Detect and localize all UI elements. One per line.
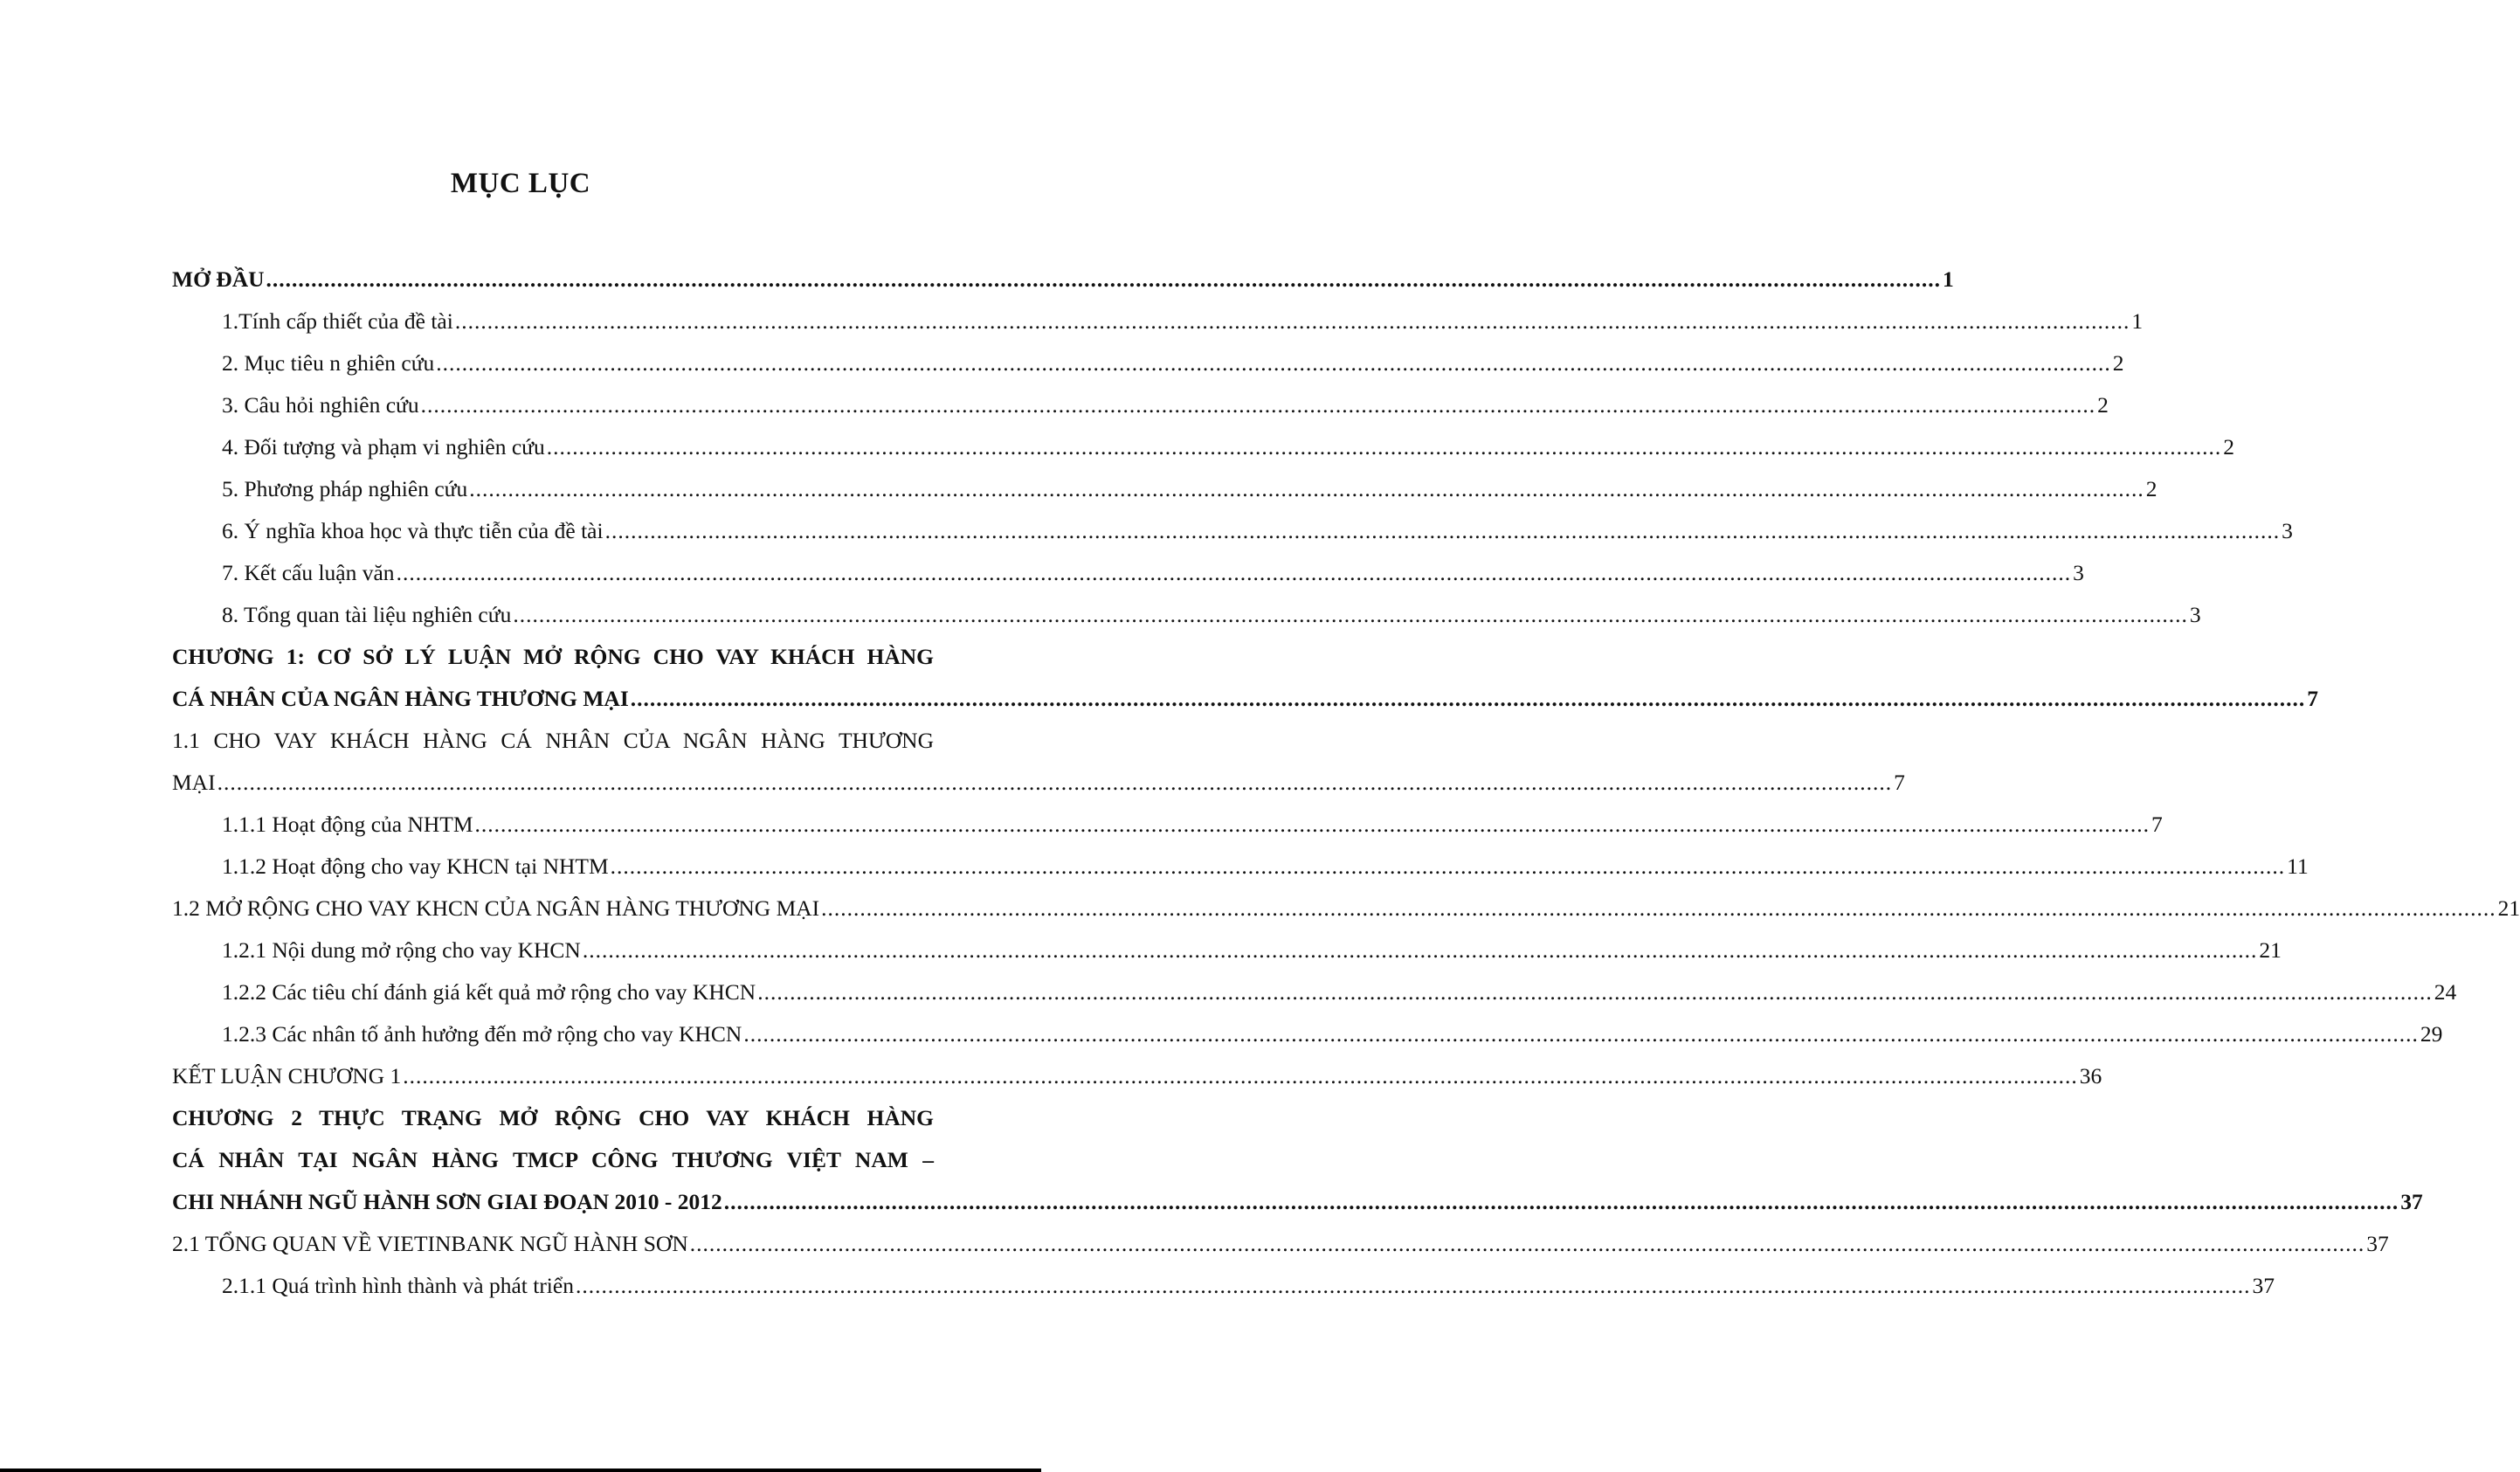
toc-entry[interactable]: [172, 426, 2234, 468]
toc-entry-label: 2. Mục tiêu n ghiên cứu: [222, 350, 435, 376]
toc-entry[interactable]: [172, 1265, 2275, 1307]
toc-leader-dots: ....................................................................................................................................................................................................................................................................: [604, 518, 2281, 543]
toc-entry-label: 5. Phương pháp nghiên cứu: [222, 476, 468, 501]
toc-entry-label: KẾT LUẬN CHƯƠNG 1: [172, 1063, 402, 1088]
toc-entry[interactable]: [172, 510, 2293, 552]
page-title: MỤC LỤC: [450, 168, 591, 199]
toc-entry[interactable]: [172, 552, 2084, 594]
toc-entry[interactable]: [172, 342, 2124, 384]
toc-leader-dots: ....................................................................................................................................................................................................................................................................: [689, 1231, 2365, 1256]
toc-entry[interactable]: [172, 1139, 934, 1181]
toc-entry-label: 1.1.1 Hoạt động của NHTM: [222, 812, 473, 837]
toc-page-number: 21: [2497, 895, 2520, 921]
toc-entry-label: CHƯƠNG 1: CƠ SỞ LÝ LUẬN MỞ RỘNG CHO VAY KHÁCH HÀNG: [172, 644, 934, 669]
toc-page-number: 37: [2252, 1273, 2275, 1298]
toc-entry[interactable]: [172, 384, 2109, 426]
toc-leader-dots: ....................................................................................................................................................................................................................................................................: [474, 812, 2151, 837]
toc-page-number: 2: [2097, 392, 2109, 418]
toc-leader-dots: ....................................................................................................................................................................................................................................................................: [610, 853, 2286, 879]
toc-entry-label: 1.2.1 Nội dung mở rộng cho vay KHCN: [222, 937, 581, 963]
toc-page-number: 1: [1943, 266, 1954, 292]
toc-page-number: 37: [2366, 1231, 2389, 1256]
table-of-contents: [172, 259, 2520, 1307]
toc-entry[interactable]: [172, 636, 934, 678]
toc-leader-dots: ....................................................................................................................................................................................................................................................................: [546, 434, 2222, 460]
toc-page-number: 7: [2307, 686, 2318, 711]
toc-entry[interactable]: [172, 762, 1905, 804]
toc-leader-dots: ....................................................................................................................................................................................................................................................................: [821, 895, 2496, 921]
toc-leader-dots: ....................................................................................................................................................................................................................................................................: [575, 1273, 2251, 1298]
toc-entry-label: 7. Kết cấu luận văn: [222, 560, 395, 585]
toc-leader-dots: ....................................................................................................................................................................................................................................................................: [436, 350, 2111, 376]
toc-entry[interactable]: [172, 804, 2163, 846]
toc-leader-dots: ....................................................................................................................................................................................................................................................................: [757, 979, 2433, 1005]
toc-entry[interactable]: [172, 594, 2201, 636]
toc-page-number: 36: [2079, 1063, 2102, 1088]
toc-entry-label: 1.Tính cấp thiết của đề tài: [222, 308, 453, 334]
toc-entry[interactable]: [172, 259, 1954, 301]
toc-entry-label: 8. Tổng quan tài liệu nghiên cứu: [222, 602, 512, 627]
toc-entry[interactable]: [172, 1223, 2389, 1265]
toc-leader-dots: ....................................................................................................................................................................................................................................................................: [743, 1021, 2419, 1047]
toc-entry-label: CHI NHÁNH NGŨ HÀNH SƠN GIAI ĐOẠN 2010 - 2012: [172, 1189, 722, 1214]
toc-page-number: 3: [2073, 560, 2084, 585]
toc-entry-label: 1.1 CHO VAY KHÁCH HÀNG CÁ NHÂN CỦA NGÂN HÀNG THƯƠNG: [172, 728, 934, 753]
toc-entry[interactable]: [172, 1013, 2443, 1055]
toc-leader-dots: ....................................................................................................................................................................................................................................................................: [454, 308, 2130, 334]
toc-entry-label: MẠI: [172, 770, 216, 795]
toc-entry[interactable]: [172, 468, 2158, 510]
toc-leader-dots: ....................................................................................................................................................................................................................................................................: [396, 560, 2072, 585]
toc-leader-dots: ....................................................................................................................................................................................................................................................................: [217, 770, 1893, 795]
toc-entry[interactable]: [172, 301, 2144, 342]
toc-leader-dots: ....................................................................................................................................................................................................................................................................: [513, 602, 2188, 627]
toc-entry-label: 3. Câu hỏi nghiên cứu: [222, 392, 419, 418]
toc-entry-label: 4. Đối tượng và phạm vi nghiên cứu: [222, 434, 545, 460]
toc-page-number: 3: [2189, 602, 2201, 627]
toc-entry-label: CÁ NHÂN TẠI NGÂN HÀNG TMCP CÔNG THƯƠNG VIỆT NAM –: [172, 1147, 934, 1172]
bottom-border: [0, 1469, 1041, 1472]
toc-leader-dots: ....................................................................................................................................................................................................................................................................: [469, 476, 2144, 501]
toc-leader-dots: ....................................................................................................................................................................................................................................................................: [582, 937, 2258, 963]
toc-page-number: 7: [1894, 770, 1905, 795]
toc-page-number: 11: [2287, 853, 2309, 879]
toc-entry[interactable]: [172, 1097, 934, 1139]
toc-page-number: 2: [2112, 350, 2124, 376]
toc-entry[interactable]: [172, 971, 2457, 1013]
toc-entry[interactable]: [172, 846, 2309, 888]
toc-page-number: 24: [2434, 979, 2457, 1005]
toc-entry-label: 2.1 TỔNG QUAN VỀ VIETINBANK NGŨ HÀNH SƠN: [172, 1231, 688, 1256]
toc-entry-label: 1.2 MỞ RỘNG CHO VAY KHCN CỦA NGÂN HÀNG THƯƠNG MẠI: [172, 895, 820, 921]
toc-entry-label: 1.2.3 Các nhân tố ảnh hưởng đến mở rộng cho vay KHCN: [222, 1021, 742, 1047]
toc-entry[interactable]: [172, 1055, 2102, 1097]
toc-page-number: 29: [2420, 1021, 2443, 1047]
toc-entry-label: 2.1.1 Quá trình hình thành và phát triển: [222, 1273, 574, 1298]
toc-page-number: 21: [2259, 937, 2282, 963]
toc-leader-dots: ....................................................................................................................................................................................................................................................................: [630, 686, 2306, 711]
toc-entry[interactable]: [172, 930, 2282, 971]
toc-entry-label: 1.1.2 Hoạt động cho vay KHCN tại NHTM: [222, 853, 609, 879]
toc-entry-label: CÁ NHÂN CỦA NGÂN HÀNG THƯƠNG MẠI: [172, 686, 629, 711]
toc-leader-dots: ....................................................................................................................................................................................................................................................................: [266, 266, 1942, 292]
toc-page-number: 37: [2400, 1189, 2423, 1214]
toc-entry[interactable]: [172, 888, 2520, 930]
toc-entry-label: 1.2.2 Các tiêu chí đánh giá kết quả mở rộng cho vay KHCN: [222, 979, 756, 1005]
toc-entry[interactable]: [172, 678, 2318, 720]
toc-leader-dots: ....................................................................................................................................................................................................................................................................: [723, 1189, 2399, 1214]
toc-page-number: 3: [2282, 518, 2293, 543]
toc-leader-dots: ....................................................................................................................................................................................................................................................................: [420, 392, 2096, 418]
toc-entry-label: MỞ ĐẦU: [172, 266, 265, 292]
toc-entry[interactable]: [172, 1181, 2423, 1223]
toc-entry-label: 6. Ý nghĩa khoa học và thực tiễn của đề tài: [222, 518, 604, 543]
toc-leader-dots: ....................................................................................................................................................................................................................................................................: [403, 1063, 2078, 1088]
toc-entry-label: CHƯƠNG 2 THỰC TRẠNG MỞ RỘNG CHO VAY KHÁCH HÀNG: [172, 1105, 934, 1130]
toc-entry[interactable]: [172, 720, 934, 762]
toc-page-number: 2: [2145, 476, 2158, 501]
toc-page-number: 7: [2151, 812, 2163, 837]
toc-page-number: 1: [2131, 308, 2144, 334]
toc-page-number: 2: [2223, 434, 2234, 460]
